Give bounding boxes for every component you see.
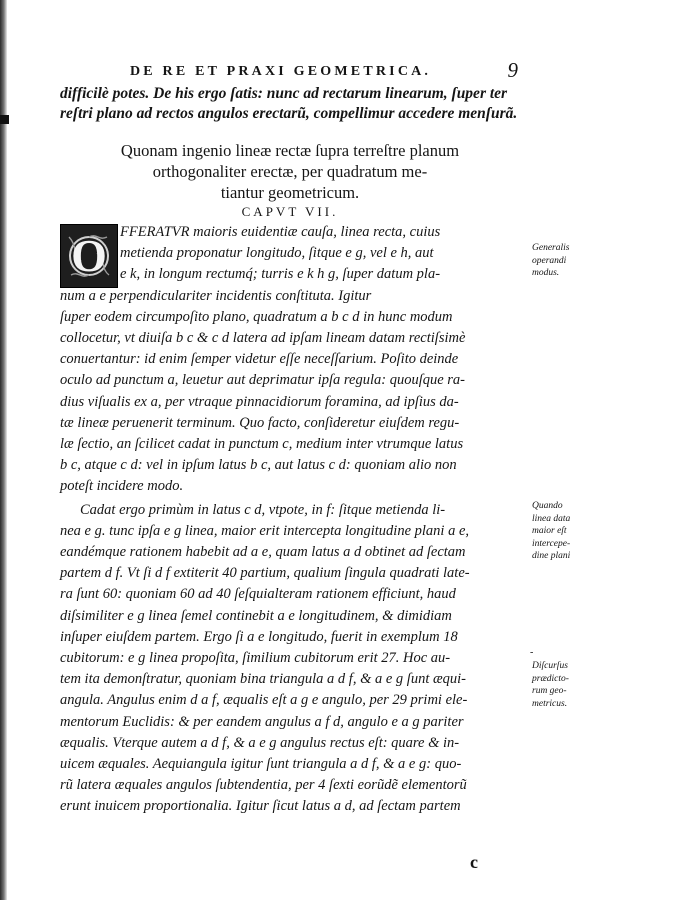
running-head-title: DE RE ET PRAXI GEOMETRICA. — [130, 64, 432, 79]
text-line: conuertantur: id enim ſemper videtur eſſe neceſſarium. Poſito deinde — [60, 351, 459, 368]
text-line: erunt inuicem proportionalia. Igitur ſicut latus a d, ad ſectam partem — [60, 798, 461, 815]
text-line: partem d f. Vt ſi d f extiterit 40 partium, qualium ſingula quadrati late- — [60, 565, 470, 582]
margin-note-line: Diſcurſus — [532, 661, 568, 671]
margin-note-line: metricus. — [532, 698, 568, 709]
margin-note-general — [532, 242, 602, 280]
text-line: tem ita demonſtratur, quoniam bina triangula a d f, & a e g ſunt æqui- — [60, 671, 466, 688]
margin-note-line: linea data — [532, 513, 571, 524]
text-line: læ ſectio, an ſcilicet cadat in punctum c, medium inter vtrumque latus — [60, 436, 464, 453]
paragraph-2 — [60, 500, 520, 818]
decorated-initial — [60, 224, 118, 288]
text-line: collocetur, vt diuiſa b c & c d latera ad ipſam lineam datam rectiſsimè — [60, 330, 466, 347]
margin-note-line: maior eſt — [532, 526, 567, 536]
text-line: diſsimiliter e g linea ſemel continebit a e longitudinem, & dimidiam — [60, 607, 452, 624]
text-line: num a e perpendiculariter incidentis conſtituta. Igitur — [60, 287, 372, 304]
text-line: b c, atque c d: vel in ipſum latus b c, aut latus c d: quoniam alio non — [60, 457, 457, 474]
margin-note-line: dine plani — [532, 551, 571, 561]
chapter-title-line: tiantur geometricum. — [220, 183, 360, 202]
text-line: poteſt incidere modo. — [60, 478, 184, 495]
text-line: metienda proponatur longitudo, ſitque e g, vel e h, aut — [120, 245, 434, 262]
initial-letter: O — [71, 230, 107, 281]
text-line: ſuper eodem circumpoſito plano, quadratum a b c d in hunc modum — [60, 308, 453, 325]
text-line: mentorum Euclidis: & per eandem angulus a f d, angulo e a g pariter — [60, 713, 464, 730]
text-line: tæ lineæ peruenerit terminum. Quo facto, conſideretur eiuſdem regu- — [60, 414, 460, 431]
text-line: FFERATVR maioris euidentiæ cauſa, linea recta, cuius — [120, 224, 441, 240]
paragraph-1 — [60, 222, 520, 498]
text-line: inſuper eiuſdem partem. Ergo ſi a e longitudo, fuerit in exemplum 18 — [60, 628, 458, 645]
margin-note-discursus — [532, 660, 602, 710]
text-line: rũ latera æquales angulos ſubtendentia, per 4 ſexti eorũdẽ elementorũ — [60, 777, 467, 794]
text-line: eandémque rationem habebit ad a e, quam latus a d obtinet ad ſectam — [60, 544, 466, 561]
margin-note-line: modus. — [532, 268, 560, 278]
text-line: oculo ad punctum a, leuetur aut deprimatur ipſa regula: quouſque ra- — [60, 372, 466, 389]
intro-text — [60, 84, 520, 124]
book-page — [60, 58, 520, 818]
margin-note-line: operandi — [532, 255, 567, 266]
chapter-title-line: orthogonaliter erectæ, per quadratum me- — [152, 162, 428, 181]
text-line: nea e g. tunc ipſa e g linea, maior erit intercepta longitudine plani a e, — [60, 522, 470, 539]
binding-mark — [0, 115, 9, 124]
chapter-number: CAPVT VII. — [241, 204, 339, 219]
text-line: dius viſualis ex a, per vtraque pinnacidiorum foramina, ad ipſius da- — [60, 393, 459, 410]
chapter-title — [60, 140, 520, 203]
margin-note-line: intercepe- — [532, 538, 571, 549]
text-line: e k, in longum rectumq́; turris e k h g, ſuper datum pla- — [120, 266, 441, 283]
intro-line: difficilè potes. De his ergo ſatis: nunc ad rectarum linearum, ſuper ter — [60, 85, 508, 102]
text-line: angula. Angulus enim d a f, æqualis eſt a g e angulo, per 29 primi ele- — [60, 692, 468, 709]
text-line: ra ſunt 60: quoniam 60 ad 40 ſeſquialteram rationem efficiunt, haud — [60, 586, 456, 603]
text-line: cubitorum: e g linea propoſita, ſimilium cubitorum erit 27. Hoc au- — [60, 650, 451, 667]
margin-note-line: rum geo- — [532, 686, 567, 696]
margin-note-quando — [532, 500, 602, 563]
margin-note-line: Generalis — [532, 243, 570, 253]
text-line: Cadat ergo primùm in latus c d, vtpote, in f: ſitque metienda li- — [80, 501, 446, 518]
text-line: æqualis. Vterque autem a d f, & a e g angulus rectus eſt: quare & in- — [60, 734, 460, 751]
page-number: 9 — [507, 58, 518, 82]
margin-note-line: prædicto- — [532, 673, 569, 684]
running-head — [60, 58, 520, 84]
margin-bullet: - — [530, 647, 534, 658]
margin-note-line: Quando — [532, 501, 563, 511]
intro-line: reſtri plano ad rectos angulos erectarũ, compellimur accedere menſurã. — [60, 105, 518, 122]
signature-mark: c — [470, 852, 478, 872]
book-binding-edge — [0, 0, 7, 900]
text-line: uicem æquales. Aequiangula igitur ſunt triangula a d f, & a e g: quo- — [60, 756, 462, 773]
chapter-title-line: Quonam ingenio lineæ rectæ ſupra terreſtre planum — [120, 141, 460, 160]
